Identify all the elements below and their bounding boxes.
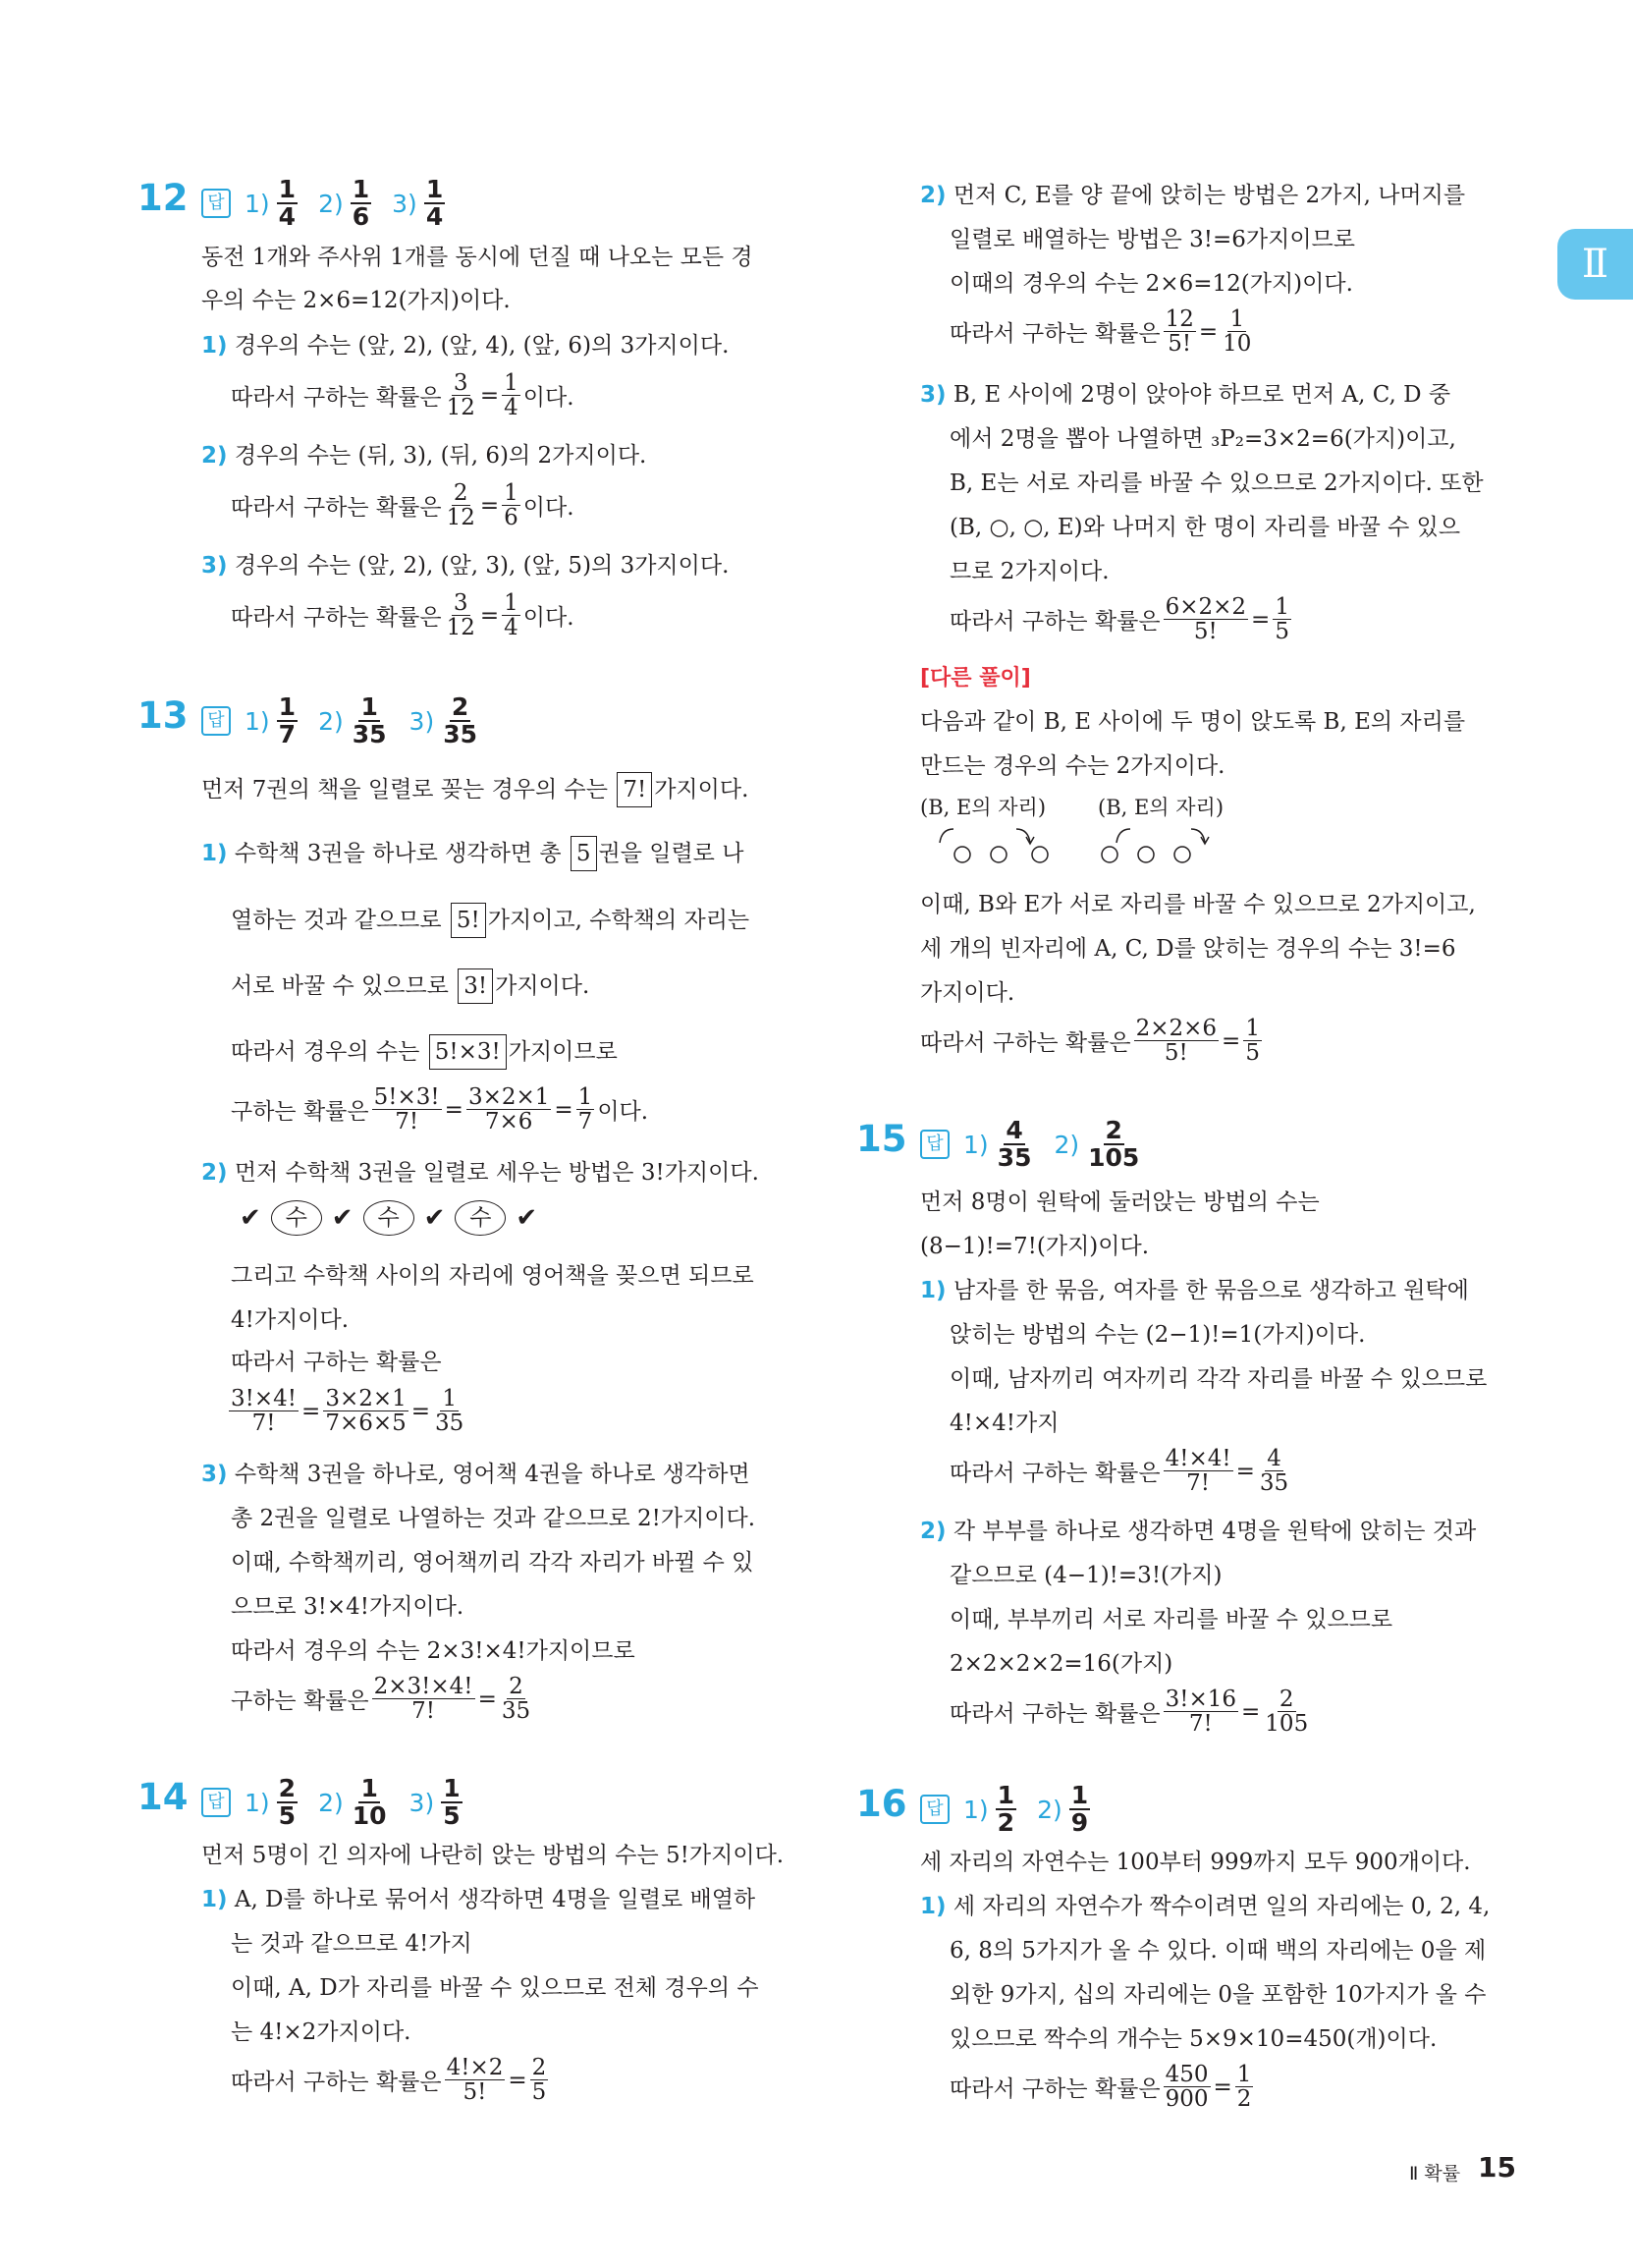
answer-item: 1) $\frac{1}{7}$ bbox=[245, 692, 297, 749]
probability-line: 따라서 구하는 확률은 $\frac{6\times 2\times 2}{5!}$ = $\frac{1}{5}$ bbox=[950, 594, 1289, 645]
question-number-13: 13 bbox=[137, 694, 189, 737]
text-line: B, E는 서로 자리를 바꿀 수 있으므로 2가지이다. 또한 bbox=[950, 470, 1484, 496]
text-line: 서로 바꿀 수 있으므로 3! 가지이다. bbox=[231, 968, 589, 1004]
question-number-16: 16 bbox=[856, 1783, 907, 1825]
text-line: 이때, 남자끼리 여자끼리 각각 자리를 바꿀 수 있으므로 bbox=[950, 1366, 1488, 1392]
probability-line: 따라서 구하는 확률은 $\frac{2}{12}$ = $\frac{1}{6}$ 이다. bbox=[231, 480, 574, 531]
text-line: 따라서 경우의 수는 5!×3! 가지이므로 bbox=[231, 1033, 618, 1070]
answer-item: 3) $\frac{1}{4}$ bbox=[392, 175, 444, 232]
probability-line: 따라서 구하는 확률은 $\frac{2\times 2\times 6}{5!}$ = $\frac{1}{5}$ bbox=[920, 1016, 1260, 1067]
text-line: 총 2권을 일렬로 나열하는 것과 같으므로 2!가지이다. bbox=[231, 1506, 756, 1531]
answer-label: 답 bbox=[920, 1130, 950, 1159]
probability-line: 구하는 확률은 $\frac{5!\times 3!}{7!}$ = $\frac{3\times 2\times 1}{7\times 6}$ = $\frac{1}{7}$ 이다. bbox=[231, 1084, 649, 1135]
text-line: 열하는 것과 같으므로 5! 가지이고, 수학책의 자리는 bbox=[231, 902, 749, 938]
text-line: 다음과 같이 B, E 사이에 두 명이 앉도록 B, E의 자리를 bbox=[920, 709, 1466, 735]
check-icon: ✔ bbox=[240, 1203, 261, 1233]
math-book-circle: 수 bbox=[455, 1200, 506, 1236]
text-line: (8−1)!=7!(가지)이다. bbox=[920, 1234, 1150, 1259]
text-line: 1) 세 자리의 자연수가 짝수이려면 일의 자리에는 0, 2, 4, bbox=[920, 1894, 1491, 1919]
answer-row-13 bbox=[201, 694, 500, 748]
seat-circle bbox=[991, 847, 1007, 862]
probability-line: 따라서 구하는 확률은 $\frac{3}{12}$ = $\frac{1}{4}$ 이다. bbox=[231, 590, 574, 641]
text-line: (B, ○, ○, E)와 나머지 한 명이 자리를 바꿀 수 있으 bbox=[950, 515, 1461, 540]
text-line: 3) B, E 사이에 2명이 앉아야 하므로 먼저 A, C, D 중 bbox=[920, 382, 1451, 408]
answer-item: 2) $\frac{1}{35}$ bbox=[318, 692, 387, 749]
probability-line: 따라서 구하는 확률은 $\frac{450}{900}$ = $\frac{1}{2}$ bbox=[950, 2062, 1252, 2113]
text-line: 만드는 경우의 수는 2가지이다. bbox=[920, 753, 1225, 779]
probability-line: 따라서 구하는 확률은 $\frac{3!\times 16}{7!}$ = $\frac{2}{105}$ bbox=[950, 1687, 1309, 1738]
text-line: 같으므로 (4−1)!=3!(가지) bbox=[950, 1563, 1223, 1588]
text-line: 따라서 구하는 확률은 bbox=[231, 1350, 442, 1375]
text-line: 먼저 7권의 책을 일렬로 꽂는 경우의 수는 7! 가지이다. bbox=[201, 771, 748, 807]
math-book-circle: 수 bbox=[271, 1200, 322, 1236]
text-line: 이때, B와 E가 서로 자리를 바꿀 수 있으므로 2가지이고, bbox=[920, 892, 1476, 917]
answer-item: 1) $\frac{4}{35}$ bbox=[963, 1116, 1032, 1173]
text-line: 3) 수학책 3권을 하나로, 영어책 4권을 하나로 생각하면 bbox=[201, 1462, 750, 1487]
question-number-14: 14 bbox=[137, 1776, 189, 1818]
answer-label: 답 bbox=[920, 1795, 950, 1824]
text-line: 세 자리의 자연수는 100부터 999까지 모두 900개이다. bbox=[920, 1850, 1471, 1875]
seat-circle bbox=[954, 847, 970, 862]
text-line: 이때의 경우의 수는 2×6=12(가지)이다. bbox=[950, 271, 1353, 297]
text-line: 는 것과 같으므로 4!가지 bbox=[231, 1931, 472, 1957]
seat-circle bbox=[1174, 847, 1190, 862]
seat-circle bbox=[1138, 847, 1154, 862]
seat-circle bbox=[1102, 847, 1117, 862]
answer-item: 1) $\frac{2}{5}$ bbox=[245, 1774, 297, 1831]
text-line: 3) 경우의 수는 (앞, 2), (앞, 3), (앞, 5)의 3가지이다. bbox=[201, 553, 730, 579]
footer-chapter: Ⅱ 확률 bbox=[1409, 2163, 1461, 2185]
text-line: 에서 2명을 뽑아 나열하면 ₃P₂=3×2=6(가지)이고, bbox=[950, 426, 1456, 452]
answer-item: 2) $\frac{1}{9}$ bbox=[1037, 1781, 1089, 1838]
arrow-icon bbox=[1116, 829, 1130, 843]
text-line: 외한 9가지, 십의 자리에는 0을 포함한 10가지가 올 수 bbox=[950, 1982, 1487, 2008]
text-line: 므로 2가지이다. bbox=[950, 559, 1110, 584]
alt-solution-title: [다른 풀이] bbox=[920, 666, 1031, 691]
text-line: 는 4!×2가지이다. bbox=[231, 2019, 411, 2045]
text-line: 일렬로 배열하는 방법은 3!=6가지이므로 bbox=[950, 227, 1355, 252]
text-line: 가지이다. bbox=[920, 980, 1015, 1006]
text-line: 6, 8의 5가지가 올 수 있다. 이때 백의 자리에는 0을 제 bbox=[950, 1938, 1487, 1964]
probability-line: 구하는 확률은 $\frac{2\times 3!\times 4!}{7!}$ = $\frac{2}{35}$ bbox=[231, 1674, 531, 1725]
check-icon: ✔ bbox=[331, 1203, 354, 1233]
answer-item: 3) $\frac{1}{5}$ bbox=[408, 1774, 461, 1831]
text-line: 동전 1개와 주사위 1개를 동시에 던질 때 나오는 모든 경 bbox=[201, 245, 753, 270]
answer-row-15 bbox=[920, 1118, 1162, 1172]
book-arrangement-diagram bbox=[236, 1200, 541, 1236]
answer-item: 3) $\frac{2}{35}$ bbox=[408, 692, 478, 749]
answer-item: 1) $\frac{1}{2}$ bbox=[963, 1781, 1015, 1838]
answer-row-14 bbox=[201, 1776, 483, 1830]
text-line: 우의 수는 2×6=12(가지)이다. bbox=[201, 288, 511, 313]
text-line: 먼저 5명이 긴 의자에 나란히 앉는 방법의 수는 5!가지이다. bbox=[201, 1843, 785, 1868]
answer-item: 2) $\frac{2}{105}$ bbox=[1054, 1116, 1140, 1173]
text-line: 2) 각 부부를 하나로 생각하면 4명을 원탁에 앉히는 것과 bbox=[920, 1519, 1477, 1544]
text-line: 1) A, D를 하나로 묶어서 생각하면 4명을 일렬로 배열하 bbox=[201, 1887, 756, 1912]
probability-line: $\frac{3!\times 4!}{7!}$ = $\frac{3\times 2\times 1}{7\times 6\times 5}$ = $\frac{1}{35}$ bbox=[231, 1386, 464, 1437]
arrow-icon bbox=[940, 829, 953, 843]
answer-item: 2) $\frac{1}{10}$ bbox=[318, 1774, 387, 1831]
question-number-12: 12 bbox=[137, 177, 189, 219]
probability-line: 따라서 구하는 확률은 $\frac{4!\times 2}{5!}$ = $\frac{2}{5}$ bbox=[231, 2055, 547, 2106]
seat-diagram bbox=[920, 823, 1234, 868]
chapter-tab: Ⅱ bbox=[1557, 229, 1633, 300]
check-icon: ✔ bbox=[423, 1203, 446, 1233]
text-line: 먼저 8명이 원탁에 둘러앉는 방법의 수는 bbox=[920, 1189, 1320, 1215]
diagram-caption: (B, E의 자리) bbox=[1098, 796, 1225, 819]
text-line: 이때, 부부끼리 서로 자리를 바꿀 수 있으므로 bbox=[950, 1607, 1393, 1632]
text-line: 2) 경우의 수는 (뒤, 3), (뒤, 6)의 2가지이다. bbox=[201, 443, 647, 469]
answer-item: 1) $\frac{1}{4}$ bbox=[245, 175, 297, 232]
text-line: 세 개의 빈자리에 A, C, D를 앉히는 경우의 수는 3!=6 bbox=[920, 936, 1456, 962]
page-number: 15 bbox=[1478, 2151, 1516, 2184]
question-number-15: 15 bbox=[856, 1118, 907, 1160]
answer-item: 2) $\frac{1}{6}$ bbox=[318, 175, 370, 232]
text-line: 1) 남자를 한 묶음, 여자를 한 묶음으로 생각하고 원탁에 bbox=[920, 1278, 1469, 1303]
text-line: 2) 먼저 C, E를 양 끝에 앉히는 방법은 2가지, 나머지를 bbox=[920, 183, 1466, 208]
diagram-caption: (B, E의 자리) bbox=[920, 796, 1047, 819]
answer-row-16 bbox=[920, 1783, 1111, 1837]
answer-label: 답 bbox=[201, 1788, 231, 1817]
text-line: 이때, 수학책끼리, 영어책끼리 각각 자리가 바뀔 수 있 bbox=[231, 1550, 754, 1576]
text-line: 2) 먼저 수학책 3권을 일렬로 세우는 방법은 3!가지이다. bbox=[201, 1160, 759, 1186]
answer-label: 답 bbox=[201, 189, 231, 218]
text-line: 1) 경우의 수는 (앞, 2), (앞, 4), (앞, 6)의 3가지이다. bbox=[201, 333, 730, 359]
answer-row-12 bbox=[201, 177, 465, 231]
probability-line: 따라서 구하는 확률은 $\frac{4!\times 4!}{7!}$ = $\frac{4}{35}$ bbox=[950, 1446, 1289, 1497]
probability-line: 따라서 구하는 확률은 $\frac{12}{5!}$ = $\frac{1}{10}$ bbox=[950, 306, 1252, 358]
text-line: 2×2×2×2=16(가지) bbox=[950, 1651, 1173, 1677]
answer-label: 답 bbox=[201, 706, 231, 736]
probability-line: 따라서 구하는 확률은 $\frac{3}{12}$ = $\frac{1}{4}$ 이다. bbox=[231, 370, 574, 421]
text-line: 4!가지이다. bbox=[231, 1307, 350, 1333]
check-icon: ✔ bbox=[516, 1203, 538, 1233]
text-line: 있으므로 짝수의 개수는 5×9×10=450(개)이다. bbox=[950, 2026, 1438, 2052]
text-line: 따라서 경우의 수는 2×3!×4!가지이므로 bbox=[231, 1638, 635, 1664]
text-line: 이때, A, D가 자리를 바꿀 수 있으므로 전체 경우의 수 bbox=[231, 1975, 759, 2001]
math-book-circle: 수 bbox=[363, 1200, 414, 1236]
text-line: 4!×4!가지 bbox=[950, 1411, 1060, 1436]
text-line: 으므로 3!×4!가지이다. bbox=[231, 1594, 464, 1620]
text-line: 1) 수학책 3권을 하나로 생각하면 총 5 권을 일렬로 나 bbox=[201, 835, 743, 871]
text-line: 앉히는 방법의 수는 (2−1)!=1(가지)이다. bbox=[950, 1322, 1366, 1348]
text-line: 그리고 수학책 사이의 자리에 영어책을 꽂으면 되므로 bbox=[231, 1263, 754, 1289]
seat-circle bbox=[1032, 847, 1048, 862]
